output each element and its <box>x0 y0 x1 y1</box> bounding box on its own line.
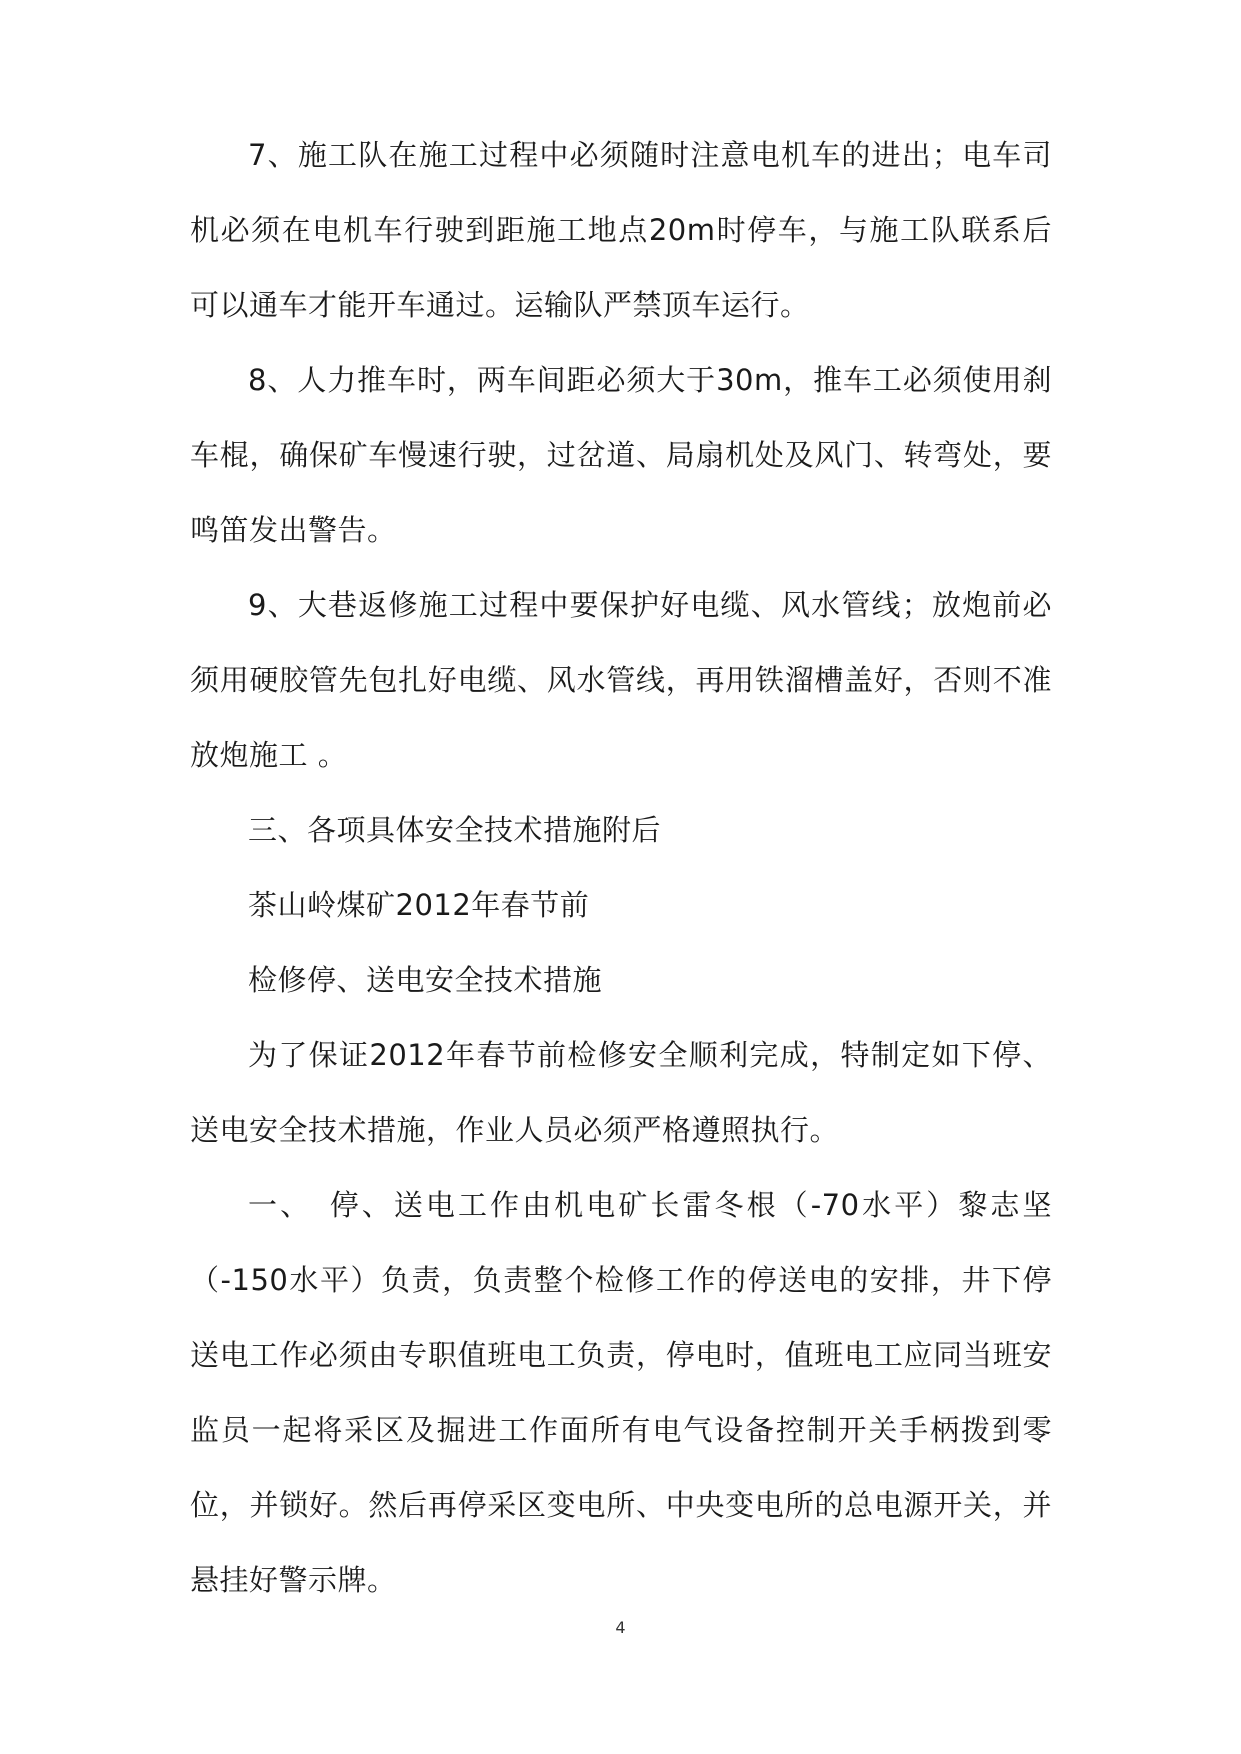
paragraph-8: 8、人力推车时，两车间距必须大于30m，推车工必须使用刹车棍，确保矿车慢速行驶，过岔道、局扇机处及风门、转弯处，要鸣笛发出警告。 <box>190 363 1052 547</box>
paragraph-7: 7、施工队在施工过程中必须随时注意电机车的进出；电车司机必须在电机车行驶到距施工地点20m时停车，与施工队联系后可以通车才能开车通过。运输队严禁顶车运行。 <box>190 138 1052 322</box>
intro-paragraph: 为了保证2012年春节前检修安全顺利完成，特制定如下停、送电安全技术措施，作业人员必须严格遵照执行。 <box>190 1038 1052 1147</box>
paragraph-9: 9、大巷返修施工过程中要保护好电缆、风水管线；放炮前必须用硬胶管先包扎好电缆、风水管线，再用铁溜槽盖好，否则不准放炮施工 。 <box>190 588 1052 772</box>
page-number: 4 <box>615 1618 626 1637</box>
item-1-paragraph: 一、 停、送电工作由机电矿长雷冬根（-70水平）黎志坚（-150水平）负责，负责整个检修工作的停送电的安排，井下停送电工作必须由专职值班电工负责，停电时，值班电工应同当班安监员一起将采区及掘进工作面所有电气设备控制开关手柄拨到零位，并锁好。然后再停采区变电所、中央变电所的总电源开关，并悬挂好警示牌。 <box>190 1188 1052 1597</box>
title-line-2: 检修停、送电安全技术措施 <box>248 963 603 997</box>
body-text <box>190 118 1052 1618</box>
title-line-1: 茶山岭煤矿2012年春节前 <box>248 888 590 922</box>
section-heading-3: 三、各项具体安全技术措施附后 <box>248 813 662 847</box>
